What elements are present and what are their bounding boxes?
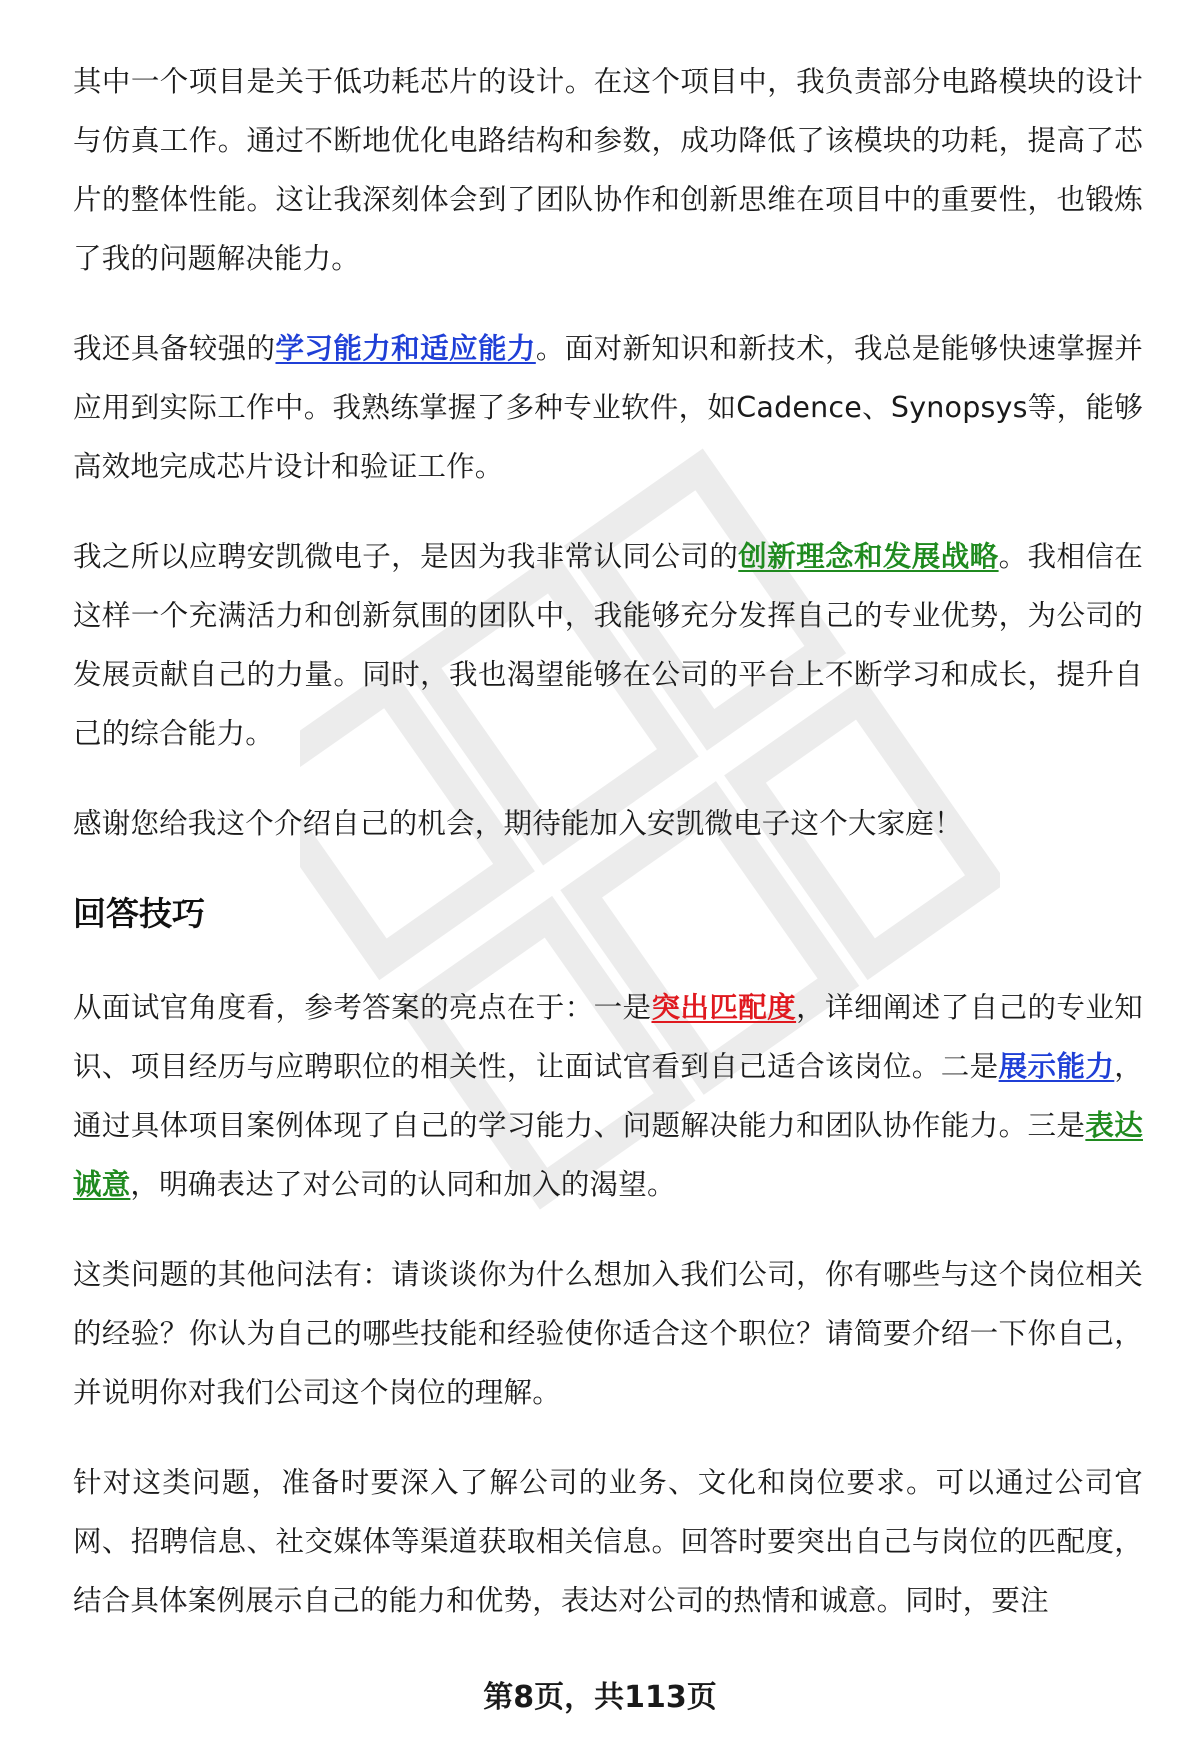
paragraph-project	[73, 52, 1143, 288]
paragraph-thanks	[73, 794, 1143, 853]
paragraph-text: 感谢您给我这个介绍自己的机会，期待能加入安凯微电子这个大家庭！	[73, 807, 963, 840]
paragraph-learning	[73, 319, 1143, 496]
paragraph-text: ，明确表达了对公司的认同和加入的渴望。	[130, 1168, 676, 1201]
paragraph-text: 。面对新知识和新技术，我总是能够快速掌握并应用到实际工作中。我熟练掌握了多种专业软件，如Cadence、Synopsys等，能够高效地完成芯片设计和验证工作。	[73, 332, 1144, 483]
paragraph-preparation	[73, 1453, 1143, 1630]
highlight-sincerity: 表达诚意	[73, 1109, 1143, 1201]
section-heading: 回答技巧	[73, 894, 205, 933]
highlight-match: 突出匹配度	[651, 991, 797, 1024]
paragraph-text: 我还具备较强的	[73, 332, 276, 365]
paragraph-text: 针对这类问题，准备时要深入了解公司的业务、文化和岗位要求。可以通过公司官网、招聘信息、社交媒体等渠道获取相关信息。回答时要突出自己与岗位的匹配度，结合具体案例展示自己的能力和优势，表达对公司的热情和诚意。同时，要注	[73, 1466, 1143, 1617]
paragraph-text: ，通过具体项目案例体现了自己的学习能力、问题解决能力和团队协作能力。三是	[73, 1050, 1143, 1142]
paragraph-text: 这类问题的其他问法有：请谈谈你为什么想加入我们公司，你有哪些与这个岗位相关的经验？你认为自己的哪些技能和经验使你适合这个职位？请简要介绍一下你自己，并说明你对我们公司这个岗位的理解。	[73, 1258, 1143, 1409]
page-number-footer: 第8页，共113页	[483, 1680, 717, 1715]
highlight-innovation-strategy: 创新理念和发展战略	[738, 540, 999, 573]
paragraph-text: 从面试官角度看，参考答案的亮点在于：一是	[73, 991, 652, 1024]
paragraph-text: ，详细阐述了自己的专业知识、项目经历与应聘职位的相关性，让面试官看到自己适合该岗位。二是	[73, 991, 1143, 1083]
paragraph-highlights	[73, 978, 1143, 1214]
paragraph-text: 。我相信在这样一个充满活力和创新氛围的团队中，我能够充分发挥自己的专业优势，为公司的发展贡献自己的力量。同时，我也渴望能够在公司的平台上不断学习和成长，提升自己的综合能力。	[73, 540, 1143, 750]
document-page	[73, 52, 1143, 1661]
paragraph-text: 其中一个项目是关于低功耗芯片的设计。在这个项目中，我负责部分电路模块的设计与仿真工作。通过不断地优化电路结构和参数，成功降低了该模块的功耗，提高了芯片的整体性能。这让我深刻体会到了团队协作和创新思维在项目中的重要性，也锻炼了我的问题解决能力。	[73, 65, 1143, 275]
highlight-learning-ability: 学习能力和适应能力	[275, 332, 536, 365]
highlight-show-ability: 展示能力	[998, 1050, 1115, 1083]
paragraph-motivation	[73, 527, 1143, 763]
paragraph-text: 我之所以应聘安凯微电子，是因为我非常认同公司的	[73, 540, 739, 573]
paragraph-other-questions	[73, 1245, 1143, 1422]
